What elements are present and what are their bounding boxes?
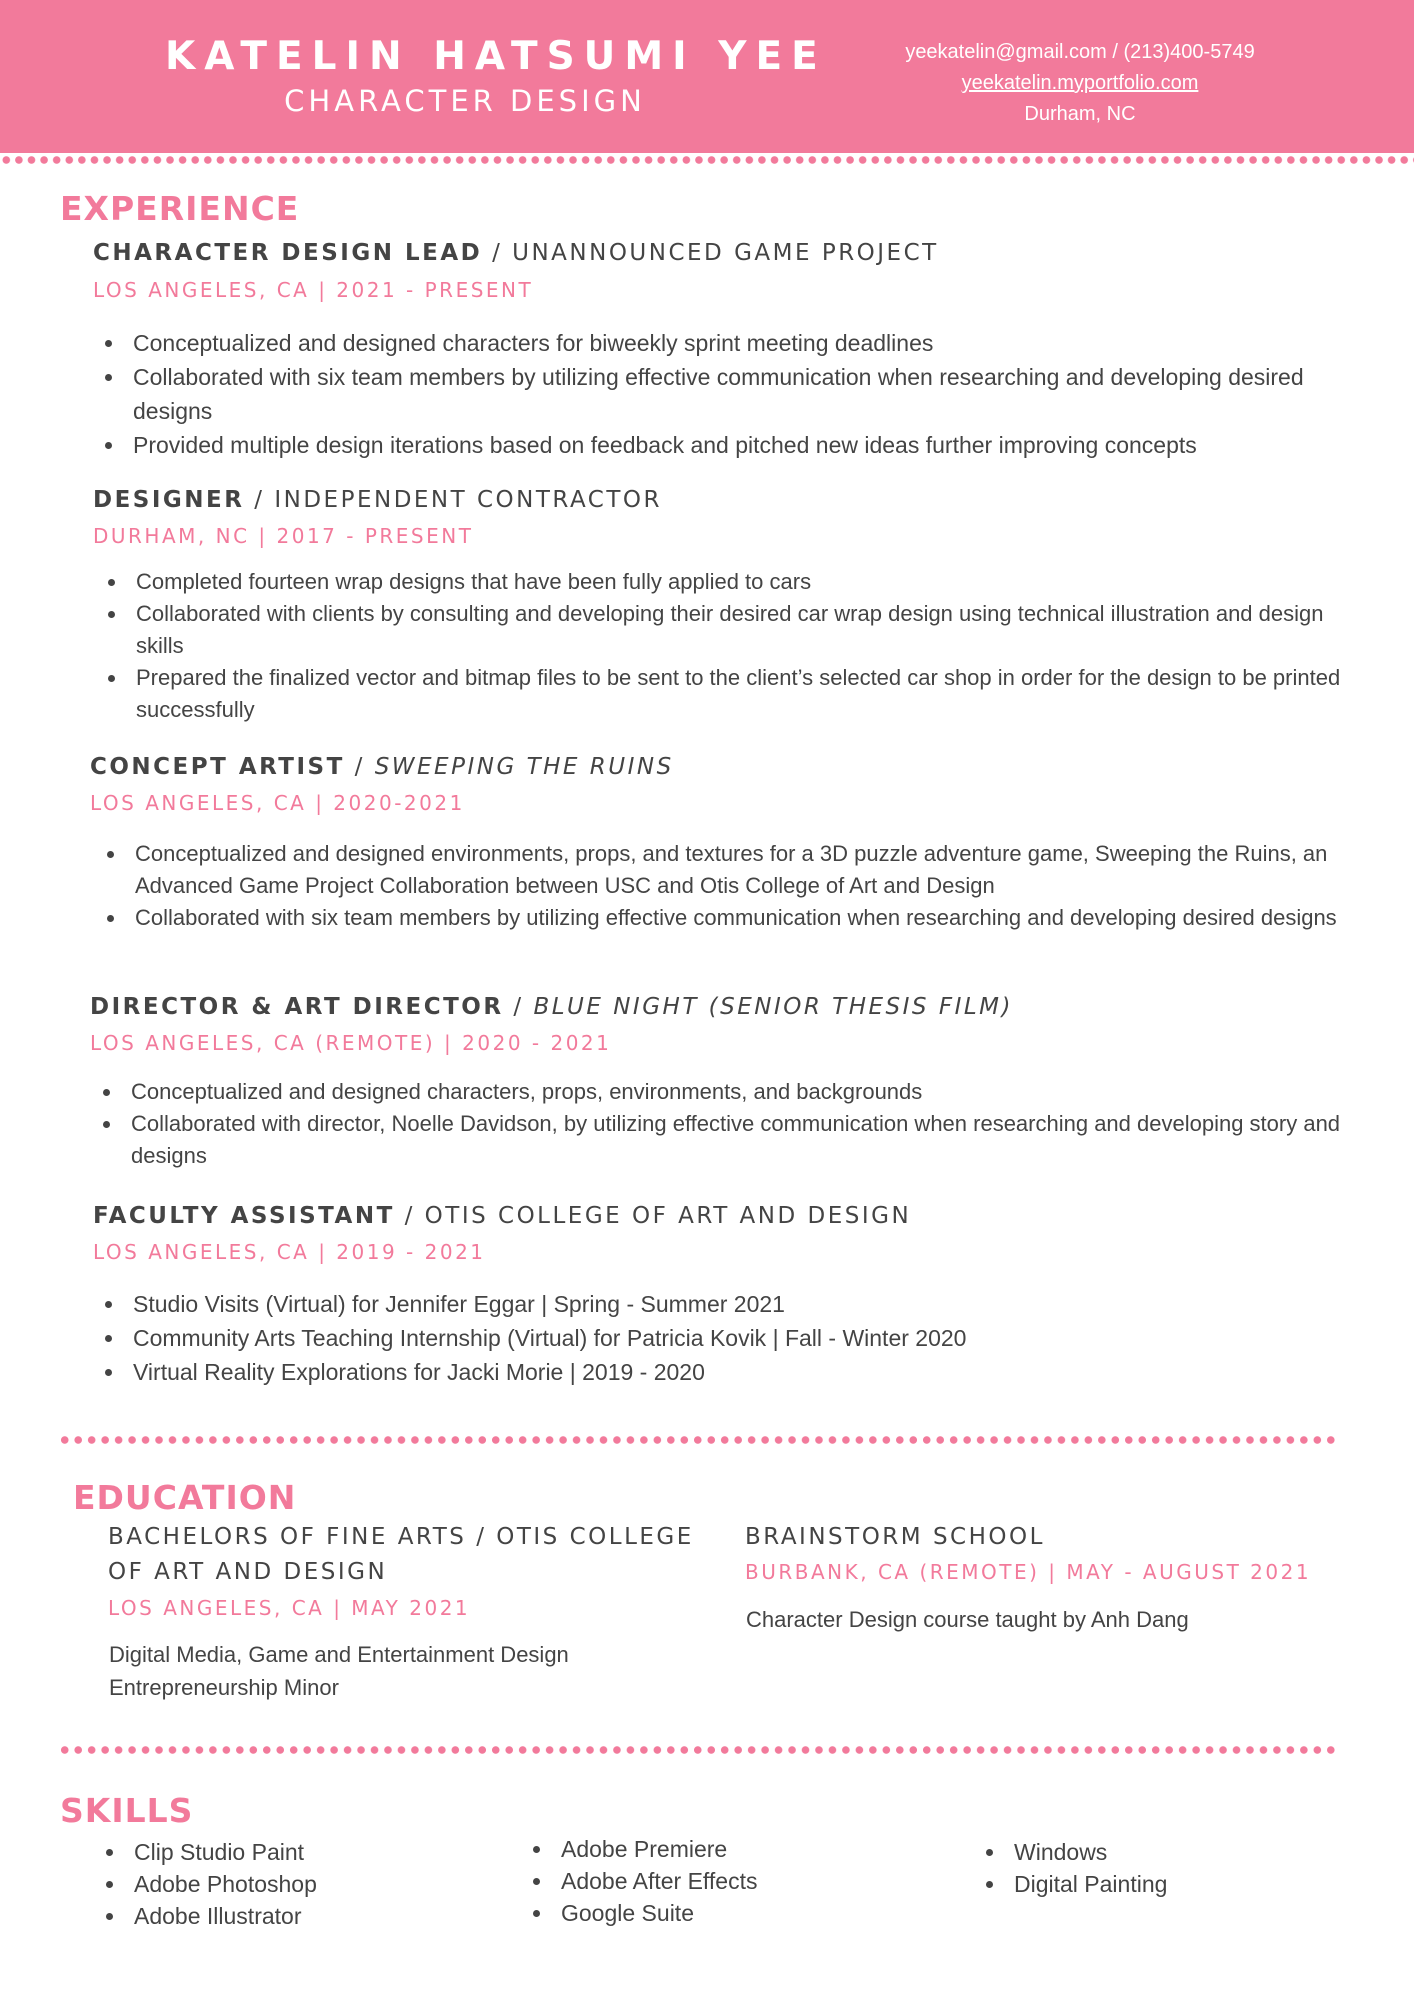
job-location-dates: LOS ANGELES, CA | 2019 - 2021	[93, 1240, 486, 1264]
list-item: Conceptualized and designed characters for biweekly sprint meeting deadlines	[99, 326, 1349, 360]
job-role: FACULTY ASSISTANT	[93, 1203, 395, 1229]
experience-heading: EXPERIENCE	[60, 189, 300, 228]
job-bullets	[102, 566, 1352, 726]
job-bullets	[99, 1287, 1349, 1389]
education-school: BRAINSTORM SCHOOL	[745, 1524, 1045, 1550]
education-detail: Digital Media, Game and Entertainment Design	[109, 1642, 569, 1667]
job-bullets	[101, 838, 1351, 934]
job-location-dates: LOS ANGELES, CA | 2020-2021	[90, 791, 465, 815]
candidate-role: CHARACTER DESIGN	[284, 84, 646, 118]
job-title	[93, 240, 939, 266]
contact-email-phone[interactable]: yeekatelin@gmail.com / (213)400-5749	[905, 41, 1255, 63]
list-item: Digital Painting	[980, 1868, 1340, 1900]
job-title	[93, 487, 662, 513]
job-bullets	[97, 1076, 1372, 1172]
education-degree: BACHELORS OF FINE ARTS / OTIS COLLEGE OF ART AND DESIGN	[108, 1524, 694, 1585]
skills-column-3	[980, 1836, 1340, 1900]
list-item: Conceptualized and designed environments, props, and textures for a 3D puzzle adventure game, Sweeping the Ruins, an Advanced Game Project Collaboration between USC and Otis College of Art and Design	[101, 838, 1351, 902]
education-detail: Character Design course taught by Anh Dang	[746, 1607, 1189, 1632]
job-title	[90, 754, 674, 780]
section-divider	[58, 1744, 1338, 1756]
list-item: Virtual Reality Explorations for Jacki Morie | 2019 - 2020	[99, 1355, 1349, 1389]
list-item: Google Suite	[527, 1897, 887, 1929]
list-item: Studio Visits (Virtual) for Jennifer Eggar | Spring - Summer 2021	[99, 1287, 1349, 1321]
skills-heading: SKILLS	[60, 1791, 194, 1830]
list-item: Adobe Photoshop	[100, 1868, 460, 1900]
job-separator: /	[503, 994, 534, 1020]
list-item: Windows	[980, 1836, 1340, 1868]
job-org: / INDEPENDENT CONTRACTOR	[244, 487, 662, 513]
list-item: Adobe After Effects	[527, 1865, 887, 1897]
list-item: Prepared the finalized vector and bitmap files to be sent to the client’s selected car shop in order for the design to be printed successfully	[102, 662, 1352, 726]
list-item: Conceptualized and designed characters, props, environments, and backgrounds	[97, 1076, 1372, 1108]
portfolio-link[interactable]: yeekatelin.myportfolio.com	[961, 72, 1199, 94]
list-item: Completed fourteen wrap designs that have been fully applied to cars	[102, 566, 1352, 598]
list-item: Clip Studio Paint	[100, 1836, 460, 1868]
job-role: CONCEPT ARTIST	[90, 754, 345, 780]
section-divider	[58, 1434, 1338, 1446]
header-scallop-border	[0, 153, 1414, 167]
list-item: Provided multiple design iterations based on feedback and pitched new ideas further improving concepts	[99, 428, 1349, 462]
job-title	[90, 994, 1013, 1020]
job-role: DESIGNER	[93, 487, 245, 513]
job-org: / OTIS COLLEGE OF ART AND DESIGN	[394, 1203, 912, 1229]
job-bullets	[99, 326, 1349, 462]
contact-location: Durham, NC	[1024, 103, 1136, 125]
job-role: CHARACTER DESIGN LEAD	[93, 240, 483, 266]
list-item: Collaborated with clients by consulting and developing their desired car wrap design using technical illustration and design skills	[102, 598, 1352, 662]
job-location-dates: DURHAM, NC | 2017 - PRESENT	[93, 524, 474, 548]
education-heading: EDUCATION	[73, 1478, 297, 1517]
skills-column-1	[100, 1836, 460, 1932]
list-item: Adobe Premiere	[527, 1833, 887, 1865]
job-separator: /	[344, 754, 375, 780]
education-detail: Entrepreneurship Minor	[109, 1675, 339, 1700]
job-org: BLUE NIGHT (SENIOR THESIS FILM)	[533, 994, 1013, 1020]
header-banner	[0, 0, 1414, 153]
list-item: Collaborated with six team members by utilizing effective communication when researching and developing desired designs	[99, 360, 1349, 428]
job-title	[93, 1203, 911, 1229]
job-org: SWEEPING THE RUINS	[374, 754, 674, 780]
candidate-name: KATELIN HATSUMI YEE	[165, 34, 827, 79]
education-location-dates: LOS ANGELES, CA | MAY 2021	[108, 1596, 471, 1620]
list-item: Collaborated with six team members by utilizing effective communication when researching and developing desired designs	[101, 902, 1351, 934]
list-item: Community Arts Teaching Internship (Virtual) for Patricia Kovik | Fall - Winter 2020	[99, 1321, 1349, 1355]
education-location-dates: BURBANK, CA (REMOTE) | MAY - AUGUST 2021	[745, 1560, 1312, 1584]
job-location-dates: LOS ANGELES, CA | 2021 - PRESENT	[93, 278, 534, 302]
job-location-dates: LOS ANGELES, CA (REMOTE) | 2020 - 2021	[90, 1031, 612, 1055]
list-item: Collaborated with director, Noelle Davidson, by utilizing effective communication when researching and developing story and designs	[97, 1108, 1372, 1172]
skills-column-2	[527, 1833, 887, 1929]
job-org: / UNANNOUNCED GAME PROJECT	[482, 240, 939, 266]
list-item: Adobe Illustrator	[100, 1900, 460, 1932]
job-role: DIRECTOR & ART DIRECTOR	[90, 994, 504, 1020]
